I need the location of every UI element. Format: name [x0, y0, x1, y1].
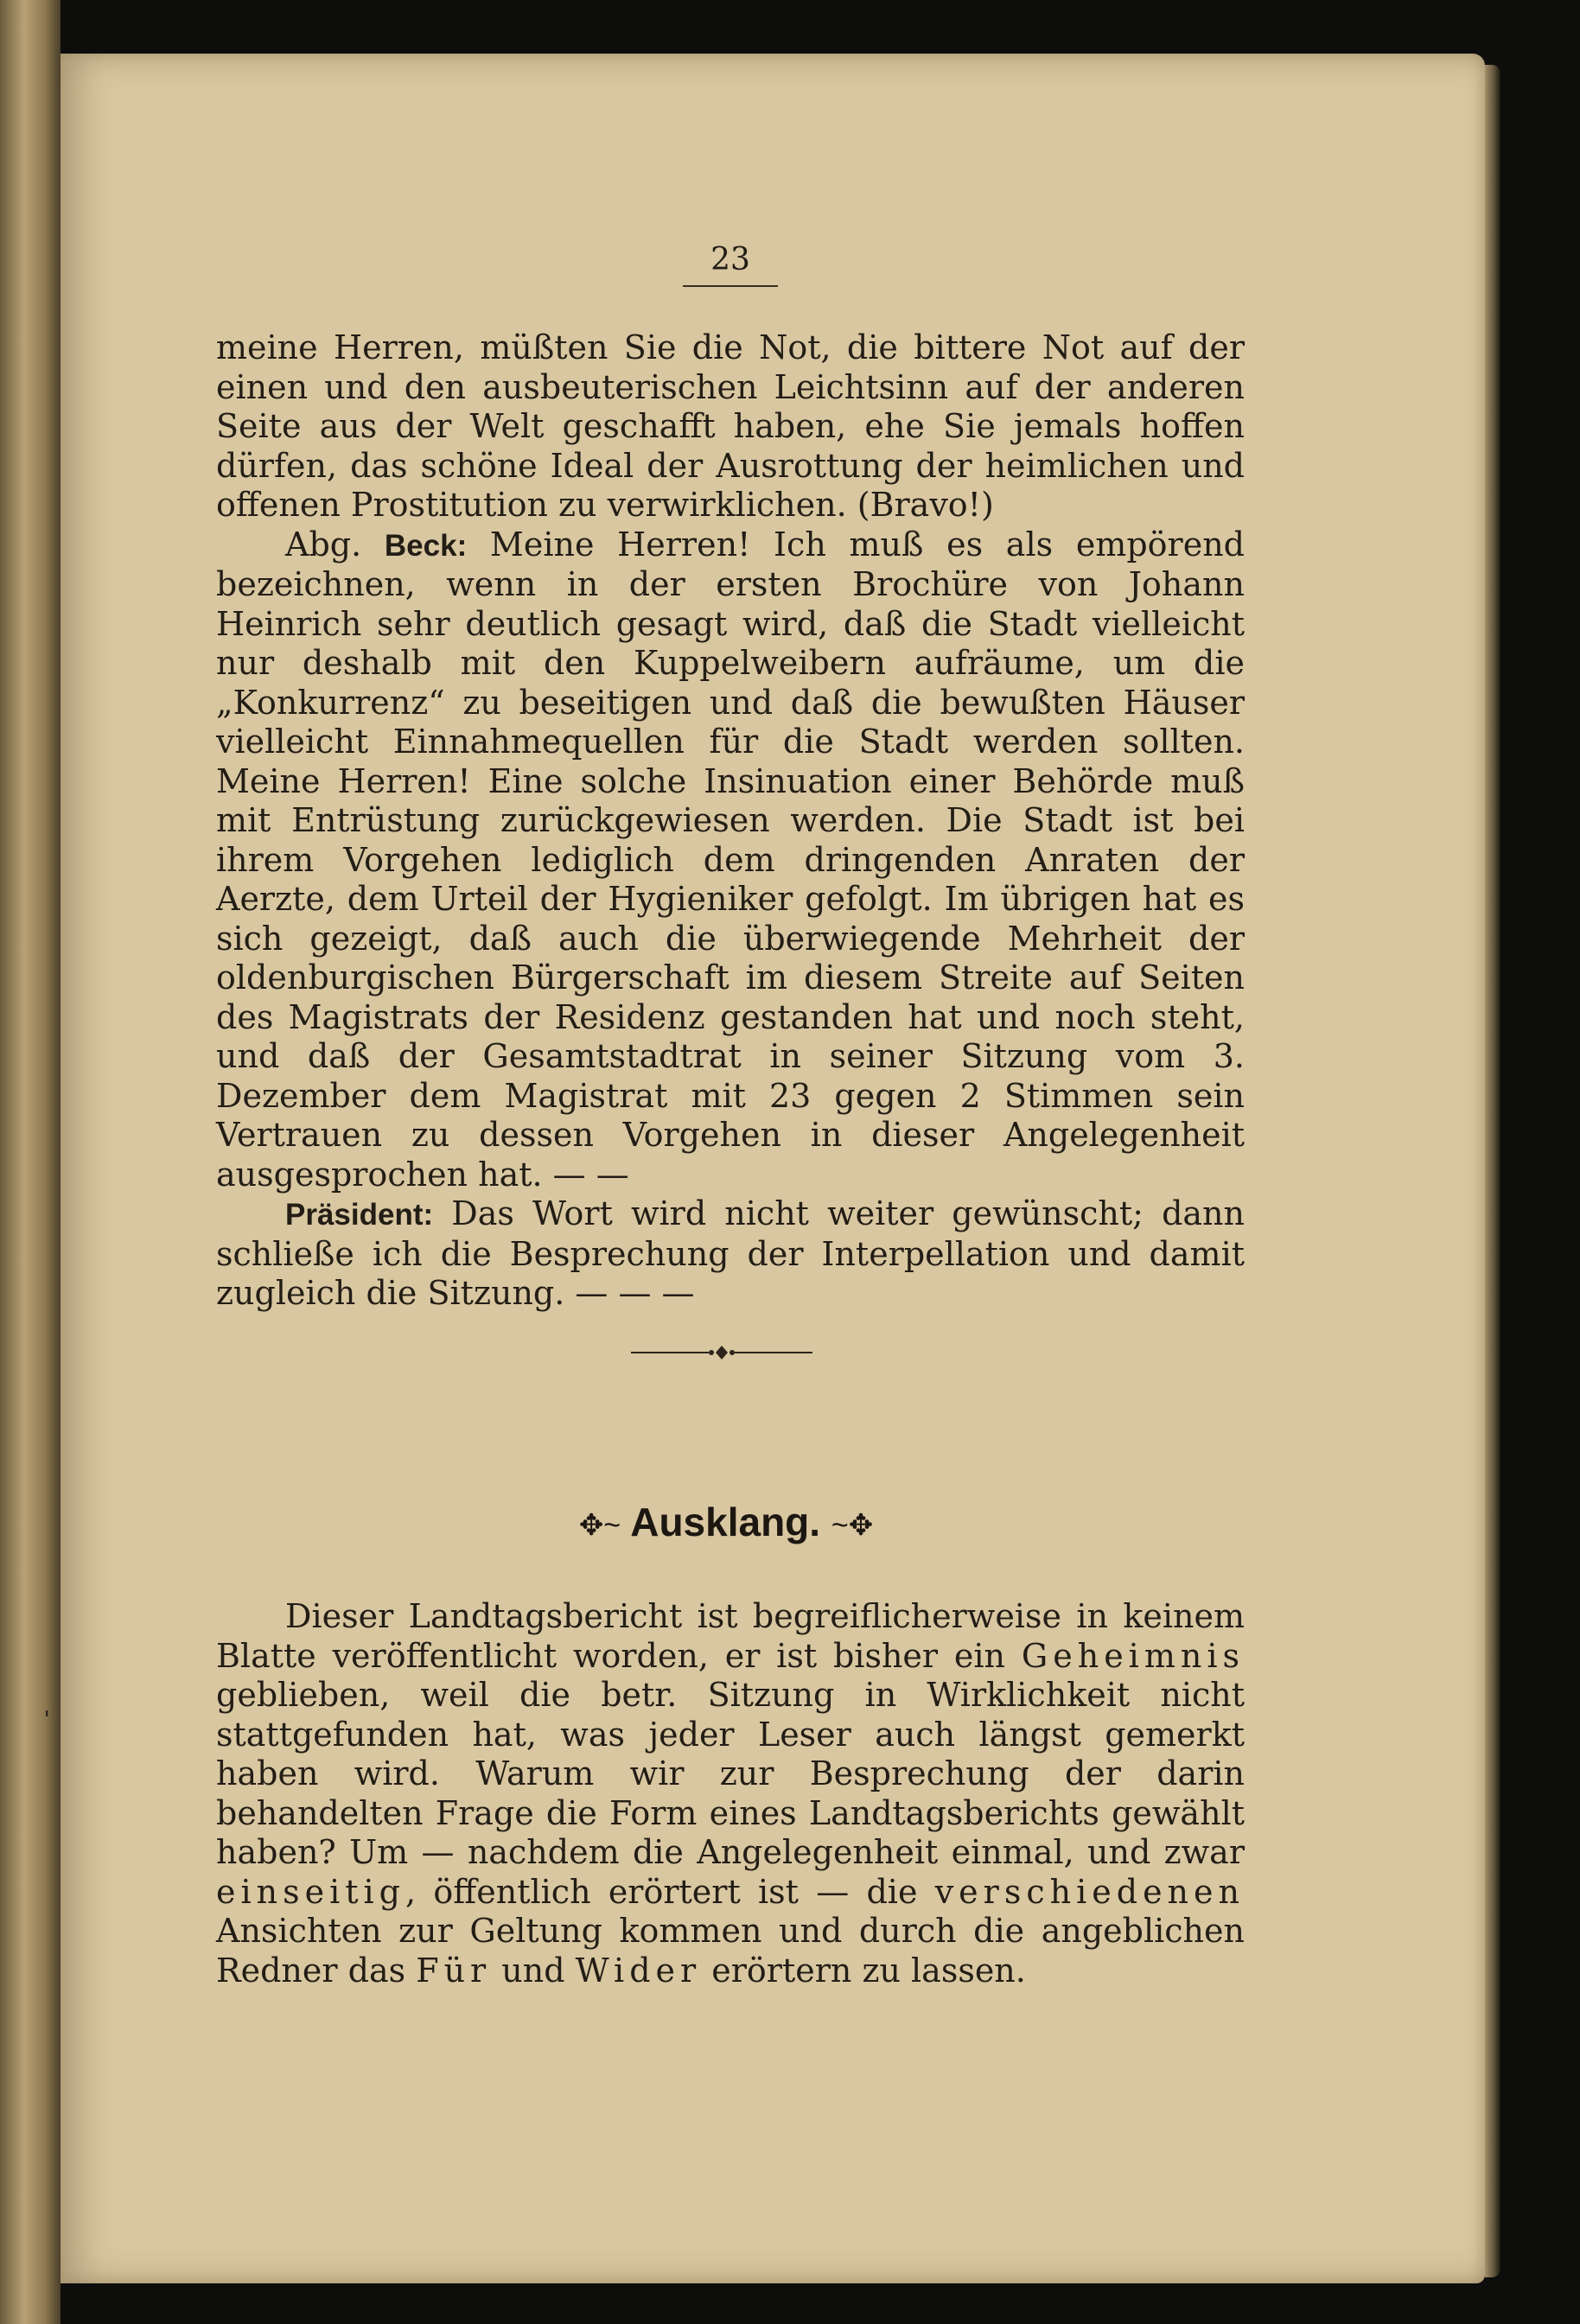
- emphasis-geheimnis: Geheimnis: [1021, 1636, 1245, 1675]
- paragraph-president: [216, 1194, 1245, 1314]
- page-number: 23: [710, 242, 750, 277]
- page-number-rule: [683, 285, 778, 287]
- speech-president: Das Wort wird nicht weiter gewünscht; dann schließe ich die Besprechung der Interpellation und damit zugleich die Sitzung. — — —: [216, 1194, 1245, 1312]
- emphasis-fuer: Für: [416, 1951, 492, 1990]
- paragraph-beck: [216, 525, 1245, 1195]
- section-heading: [527, 1492, 925, 1552]
- margin-mark: ˈ: [43, 1707, 51, 1737]
- section-divider-ornament: [631, 1342, 812, 1363]
- speaker-name-president: Präsident:: [285, 1198, 434, 1232]
- speaker-prefix: Abg.: [285, 525, 385, 563]
- page-edge: [1485, 65, 1500, 2277]
- heading-text: Ausklang.: [630, 1499, 821, 1544]
- emphasis-wider: Wider: [575, 1951, 702, 1990]
- text-block-debate: [216, 328, 1245, 1314]
- speech-beck: Meine Herren! Ich muß es als empörend bezeichnen, wenn in der ersten Brochüre von Johann Heinrich sehr deutlich gesagt wird, daß die Stadt vielleicht nur deshalb mit den Kuppelweibern aufräume, um die „Konkurrenz“ zu beseitigen und daß die bewußten Häuser vielleicht Einnahmequellen für die Stadt werden sollten. Meine Herren! Eine solche Insinuation einer Behörde muß mit Entrüstung zurückgewiesen werden. Die Stadt ist bei ihrem Vorgehen lediglich dem dringenden Anraten der Aerzte, dem Urteil der Hygieniker gefolgt. Im übrigen hat es sich gezeigt, daß auch die überwiegende Mehrheit der oldenburgischen Bürgerschaft im diesem Streite auf Seiten des Magistrats der Residenz gestanden hat und noch steht, und daß der Gesamtstadtrat in seiner Sitzung vom 3. Dezember dem Magistrat mit 23 gegen 2 Stimmen sein Vertrauen zu dessen Vorgehen in dieser Angelegenheit ausgesprochen hat. — —: [216, 525, 1245, 1194]
- flourish-left-icon: ✥~: [578, 1508, 621, 1542]
- emphasis-einseitig: einseitig: [216, 1872, 406, 1911]
- flourish-right-icon: ~✥: [831, 1508, 874, 1542]
- emphasis-verschiedenen: verschiedenen: [934, 1872, 1245, 1911]
- paragraph-previous-speaker: meine Herren, müßten Sie die Not, die bittere Not auf der einen und den ausbeuterischen Leichtsinn auf der anderen Seite aus der Welt geschafft haben, ehe Sie jemals hoffen dürfen, das schöne Ideal der Ausrottung der heimlichen und offenen Prostitution zu verwirklichen. (Bravo!): [216, 328, 1245, 524]
- speaker-name-beck: Beck:: [384, 528, 468, 563]
- book-spine: [0, 0, 61, 2324]
- text-block-ausklang: [216, 1597, 1245, 1990]
- paragraph-ausklang: Dieser Landtagsbericht ist begreiflicherweise in keinem Blatte veröffentlicht worden, er ist bisher ein Geheimnis geblieben, weil die betr. Sitzung in Wirklichkeit nicht stattgefunden hat, was jeder Leser auch längst gemerkt haben wird. Warum wir zur Besprechung der darin behandelten Frage die Form eines Landtagsberichts gewählt haben? Um — nachdem die Angelegenheit einmal, und zwar einseitig, öffentlich erörtert ist — die verschiedenen Ansichten zur Geltung kommen und durch die angeblichen Redner das Für und Wider erörtern zu lassen.: [216, 1597, 1245, 1990]
